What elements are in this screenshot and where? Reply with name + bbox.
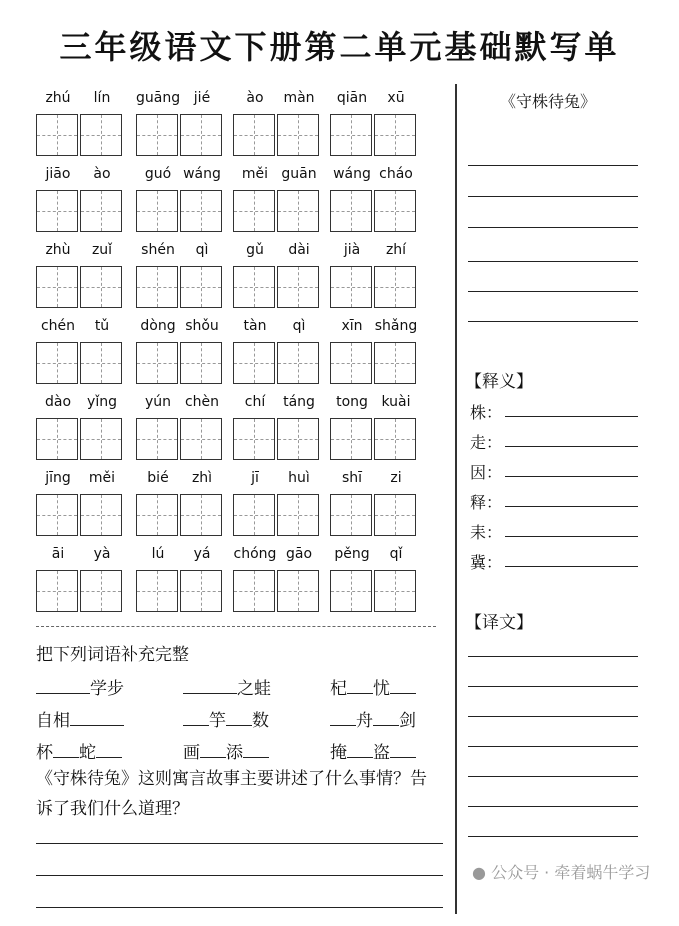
pinyin-label: lú <box>151 546 165 562</box>
character-box[interactable] <box>136 494 178 536</box>
word-group <box>233 88 321 158</box>
pinyin-label: chèn <box>184 394 220 410</box>
word-group <box>330 240 418 310</box>
word-group <box>36 240 124 310</box>
character-box[interactable] <box>330 418 372 460</box>
meaning-label: 走： <box>470 433 503 452</box>
meaning-line[interactable] <box>505 536 638 537</box>
pinyin-label: jié <box>193 90 211 106</box>
character-box[interactable] <box>136 342 178 384</box>
fill-blank[interactable] <box>226 709 252 726</box>
pinyin-label: měi <box>241 166 269 182</box>
pinyin-label: shǒu <box>185 318 219 334</box>
section-divider <box>36 626 436 627</box>
pinyin-label: ào <box>246 90 264 106</box>
character-box[interactable] <box>277 266 319 308</box>
character-box[interactable] <box>80 418 122 460</box>
meaning-label: 冀： <box>470 553 503 572</box>
pinyin-label: yá <box>193 546 211 562</box>
word-group <box>233 164 321 234</box>
character-box[interactable] <box>136 114 178 156</box>
character-box[interactable] <box>80 190 122 232</box>
pinyin-label: táng <box>283 394 315 410</box>
character-box[interactable] <box>330 570 372 612</box>
fill-blank[interactable] <box>347 677 373 694</box>
translation-line[interactable] <box>468 776 638 777</box>
character-box[interactable] <box>80 266 122 308</box>
pinyin-label: qì <box>195 242 209 258</box>
character-box[interactable] <box>233 494 275 536</box>
word-group <box>36 88 124 158</box>
pinyin-label: dài <box>288 242 310 258</box>
pinyin-label: wáng <box>183 166 221 182</box>
character-box[interactable] <box>330 342 372 384</box>
meaning-heading: 【释义】 <box>465 372 533 392</box>
word-group <box>330 544 418 614</box>
word-group <box>36 544 124 614</box>
pinyin-label: jī <box>251 470 259 486</box>
pinyin-label: lín <box>93 90 111 106</box>
word-group <box>330 316 418 386</box>
pinyin-label: guāng <box>136 90 181 106</box>
fill-blank[interactable] <box>373 709 399 726</box>
character-box[interactable] <box>277 342 319 384</box>
meaning-line[interactable] <box>505 506 638 507</box>
fill-blank[interactable] <box>243 741 269 758</box>
character-box[interactable] <box>330 266 372 308</box>
fill-item-4: 自相 <box>36 706 124 731</box>
character-box[interactable] <box>80 494 122 536</box>
pinyin-label: qì <box>292 318 306 334</box>
pinyin-label: tàn <box>243 318 267 334</box>
poem-title: 《守株待兔》 <box>499 92 596 111</box>
word-group <box>36 468 124 538</box>
word-group <box>233 240 321 310</box>
pinyin-label: tong <box>336 394 368 410</box>
pinyin-label: wáng <box>333 166 371 182</box>
fill-blank[interactable] <box>390 677 416 694</box>
word-group <box>136 88 224 158</box>
pinyin-label: tǔ <box>94 318 110 334</box>
character-box[interactable] <box>277 114 319 156</box>
word-group <box>233 316 321 386</box>
character-box[interactable] <box>36 418 78 460</box>
character-box[interactable] <box>136 570 178 612</box>
pinyin-label: jià <box>343 242 361 258</box>
character-box[interactable] <box>180 190 222 232</box>
word-group <box>136 316 224 386</box>
column-divider <box>455 84 457 914</box>
character-box[interactable] <box>80 570 122 612</box>
word-group <box>136 240 224 310</box>
character-box[interactable] <box>136 266 178 308</box>
pinyin-row <box>36 164 436 239</box>
pinyin-label: chí <box>244 394 266 410</box>
character-box[interactable] <box>330 190 372 232</box>
translation-line[interactable] <box>468 656 638 657</box>
pinyin-row <box>36 544 436 619</box>
word-group <box>136 164 224 234</box>
wechat-icon: ● <box>472 863 486 882</box>
pinyin-label: dòng <box>140 318 176 334</box>
pinyin-label: jiāo <box>45 166 71 182</box>
character-box[interactable] <box>180 418 222 460</box>
character-box[interactable] <box>36 570 78 612</box>
character-box[interactable] <box>80 342 122 384</box>
pinyin-label: zi <box>390 470 402 486</box>
character-box[interactable] <box>180 494 222 536</box>
pinyin-label: qǐ <box>389 546 403 562</box>
poem-line[interactable] <box>468 321 638 322</box>
poem-line[interactable] <box>468 227 638 228</box>
translation-line[interactable] <box>468 746 638 747</box>
pinyin-label: chóng <box>233 546 277 562</box>
character-box[interactable] <box>277 190 319 232</box>
word-group <box>233 544 321 614</box>
character-box[interactable] <box>374 494 416 536</box>
pinyin-label: zhú <box>45 90 71 106</box>
poem-line[interactable] <box>468 291 638 292</box>
word-group <box>36 392 124 462</box>
pinyin-label: zuǐ <box>91 242 113 258</box>
pinyin-label: zhì <box>191 470 213 486</box>
character-box[interactable] <box>374 114 416 156</box>
pinyin-label: zhù <box>45 242 71 258</box>
character-box[interactable] <box>180 266 222 308</box>
fill-blank[interactable] <box>200 741 226 758</box>
answer-line[interactable] <box>36 843 443 844</box>
word-group <box>233 392 321 462</box>
character-box[interactable] <box>233 114 275 156</box>
character-box[interactable] <box>277 494 319 536</box>
poem-line[interactable] <box>468 261 638 262</box>
character-box[interactable] <box>233 190 275 232</box>
pinyin-label: yǐng <box>87 394 117 410</box>
pinyin-label: guān <box>281 166 317 182</box>
character-box[interactable] <box>36 190 78 232</box>
fill-item-7: 杯 蛇 <box>36 738 122 763</box>
fill-blank[interactable] <box>183 677 237 694</box>
fill-blank[interactable] <box>390 741 416 758</box>
page-title: 三年级语文下册第二单元基础默写单 <box>59 28 620 66</box>
pinyin-label: bié <box>147 470 169 486</box>
meaning-label: 株： <box>470 403 503 422</box>
pinyin-label: cháo <box>379 166 413 182</box>
fill-blank[interactable] <box>183 709 209 726</box>
character-box[interactable] <box>36 114 78 156</box>
meaning-line[interactable] <box>505 476 638 477</box>
character-box[interactable] <box>233 418 275 460</box>
character-box[interactable] <box>136 418 178 460</box>
character-box[interactable] <box>180 114 222 156</box>
character-box[interactable] <box>36 494 78 536</box>
word-group <box>330 164 418 234</box>
pinyin-label: shǎng <box>374 318 418 334</box>
word-group <box>330 88 418 158</box>
character-box[interactable] <box>374 190 416 232</box>
pinyin-label: zhí <box>385 242 407 258</box>
character-box[interactable] <box>233 266 275 308</box>
character-box[interactable] <box>233 570 275 612</box>
meaning-line[interactable] <box>505 446 638 447</box>
pinyin-label: ào <box>93 166 111 182</box>
poem-line[interactable] <box>468 196 638 197</box>
pinyin-label: āi <box>51 546 65 562</box>
word-group <box>136 544 224 614</box>
pinyin-row <box>36 392 436 467</box>
word-group <box>330 392 418 462</box>
character-box[interactable] <box>36 266 78 308</box>
pinyin-label: yà <box>93 546 111 562</box>
meaning-label: 耒： <box>470 523 503 542</box>
character-box[interactable] <box>277 570 319 612</box>
pinyin-label: shī <box>341 470 363 486</box>
word-group <box>330 468 418 538</box>
fill-blank[interactable] <box>330 709 356 726</box>
translation-line[interactable] <box>468 716 638 717</box>
pinyin-label: dào <box>44 394 72 410</box>
watermark: ● 公众号 · 牵着蜗牛学习 <box>472 863 651 882</box>
fill-blank[interactable] <box>36 677 90 694</box>
pinyin-row <box>36 240 436 315</box>
meaning-line[interactable] <box>505 566 638 567</box>
fill-blank[interactable] <box>347 741 373 758</box>
pinyin-label: guó <box>144 166 172 182</box>
meaning-label: 因： <box>470 463 503 482</box>
translation-line[interactable] <box>468 686 638 687</box>
fill-item-1: 学步 <box>36 674 124 699</box>
fill-item-6: 舟 剑 <box>330 706 416 731</box>
character-box[interactable] <box>36 342 78 384</box>
meaning-line[interactable] <box>505 416 638 417</box>
fill-item-5: 竽 数 <box>183 706 269 731</box>
pinyin-label: xū <box>387 90 405 106</box>
word-group <box>136 392 224 462</box>
pinyin-label: gǔ <box>246 242 264 258</box>
fill-section-title: 把下列词语补充完整 <box>36 645 189 665</box>
answer-line[interactable] <box>36 875 443 876</box>
translation-heading: 【译文】 <box>465 613 533 633</box>
pinyin-label: chén <box>40 318 76 334</box>
fill-item-2: 之蛙 <box>183 674 271 699</box>
meaning-label: 释： <box>470 493 503 512</box>
pinyin-label: pěng <box>334 546 370 562</box>
character-box[interactable] <box>374 570 416 612</box>
poem-line[interactable] <box>468 165 638 166</box>
pinyin-label: xīn <box>341 318 363 334</box>
question-text: 《守株待兔》这则寓言故事主要讲述了什么事情？告诉了我们什么道理？ <box>36 769 427 819</box>
character-box[interactable] <box>330 114 372 156</box>
fill-item-8: 画 添 <box>183 738 269 763</box>
character-box[interactable] <box>277 418 319 460</box>
pinyin-label: gāo <box>285 546 313 562</box>
translation-line[interactable] <box>468 806 638 807</box>
character-box[interactable] <box>374 266 416 308</box>
pinyin-label: yún <box>144 394 172 410</box>
pinyin-label: qiān <box>336 90 368 106</box>
word-group <box>136 468 224 538</box>
character-box[interactable] <box>374 342 416 384</box>
fill-item-9: 掩 盗 <box>330 738 416 763</box>
answer-line[interactable] <box>36 907 443 908</box>
fill-blank[interactable] <box>70 709 124 726</box>
fill-item-3: 杞 忧 <box>330 674 416 699</box>
word-group <box>36 164 124 234</box>
pinyin-row <box>36 316 436 391</box>
character-box[interactable] <box>180 570 222 612</box>
pinyin-row <box>36 88 436 163</box>
word-group <box>36 316 124 386</box>
pinyin-label: měi <box>88 470 116 486</box>
character-box[interactable] <box>330 494 372 536</box>
character-box[interactable] <box>80 114 122 156</box>
fill-blank[interactable] <box>96 741 122 758</box>
pinyin-label: huì <box>288 470 310 486</box>
character-box[interactable] <box>136 190 178 232</box>
character-box[interactable] <box>180 342 222 384</box>
word-group <box>233 468 321 538</box>
pinyin-label: shén <box>141 242 175 258</box>
fill-blank[interactable] <box>53 741 79 758</box>
pinyin-label: kuài <box>381 394 411 410</box>
pinyin-label: jīng <box>45 470 71 486</box>
translation-line[interactable] <box>468 836 638 837</box>
character-box[interactable] <box>233 342 275 384</box>
character-box[interactable] <box>374 418 416 460</box>
pinyin-label: màn <box>283 90 315 106</box>
pinyin-row <box>36 468 436 543</box>
